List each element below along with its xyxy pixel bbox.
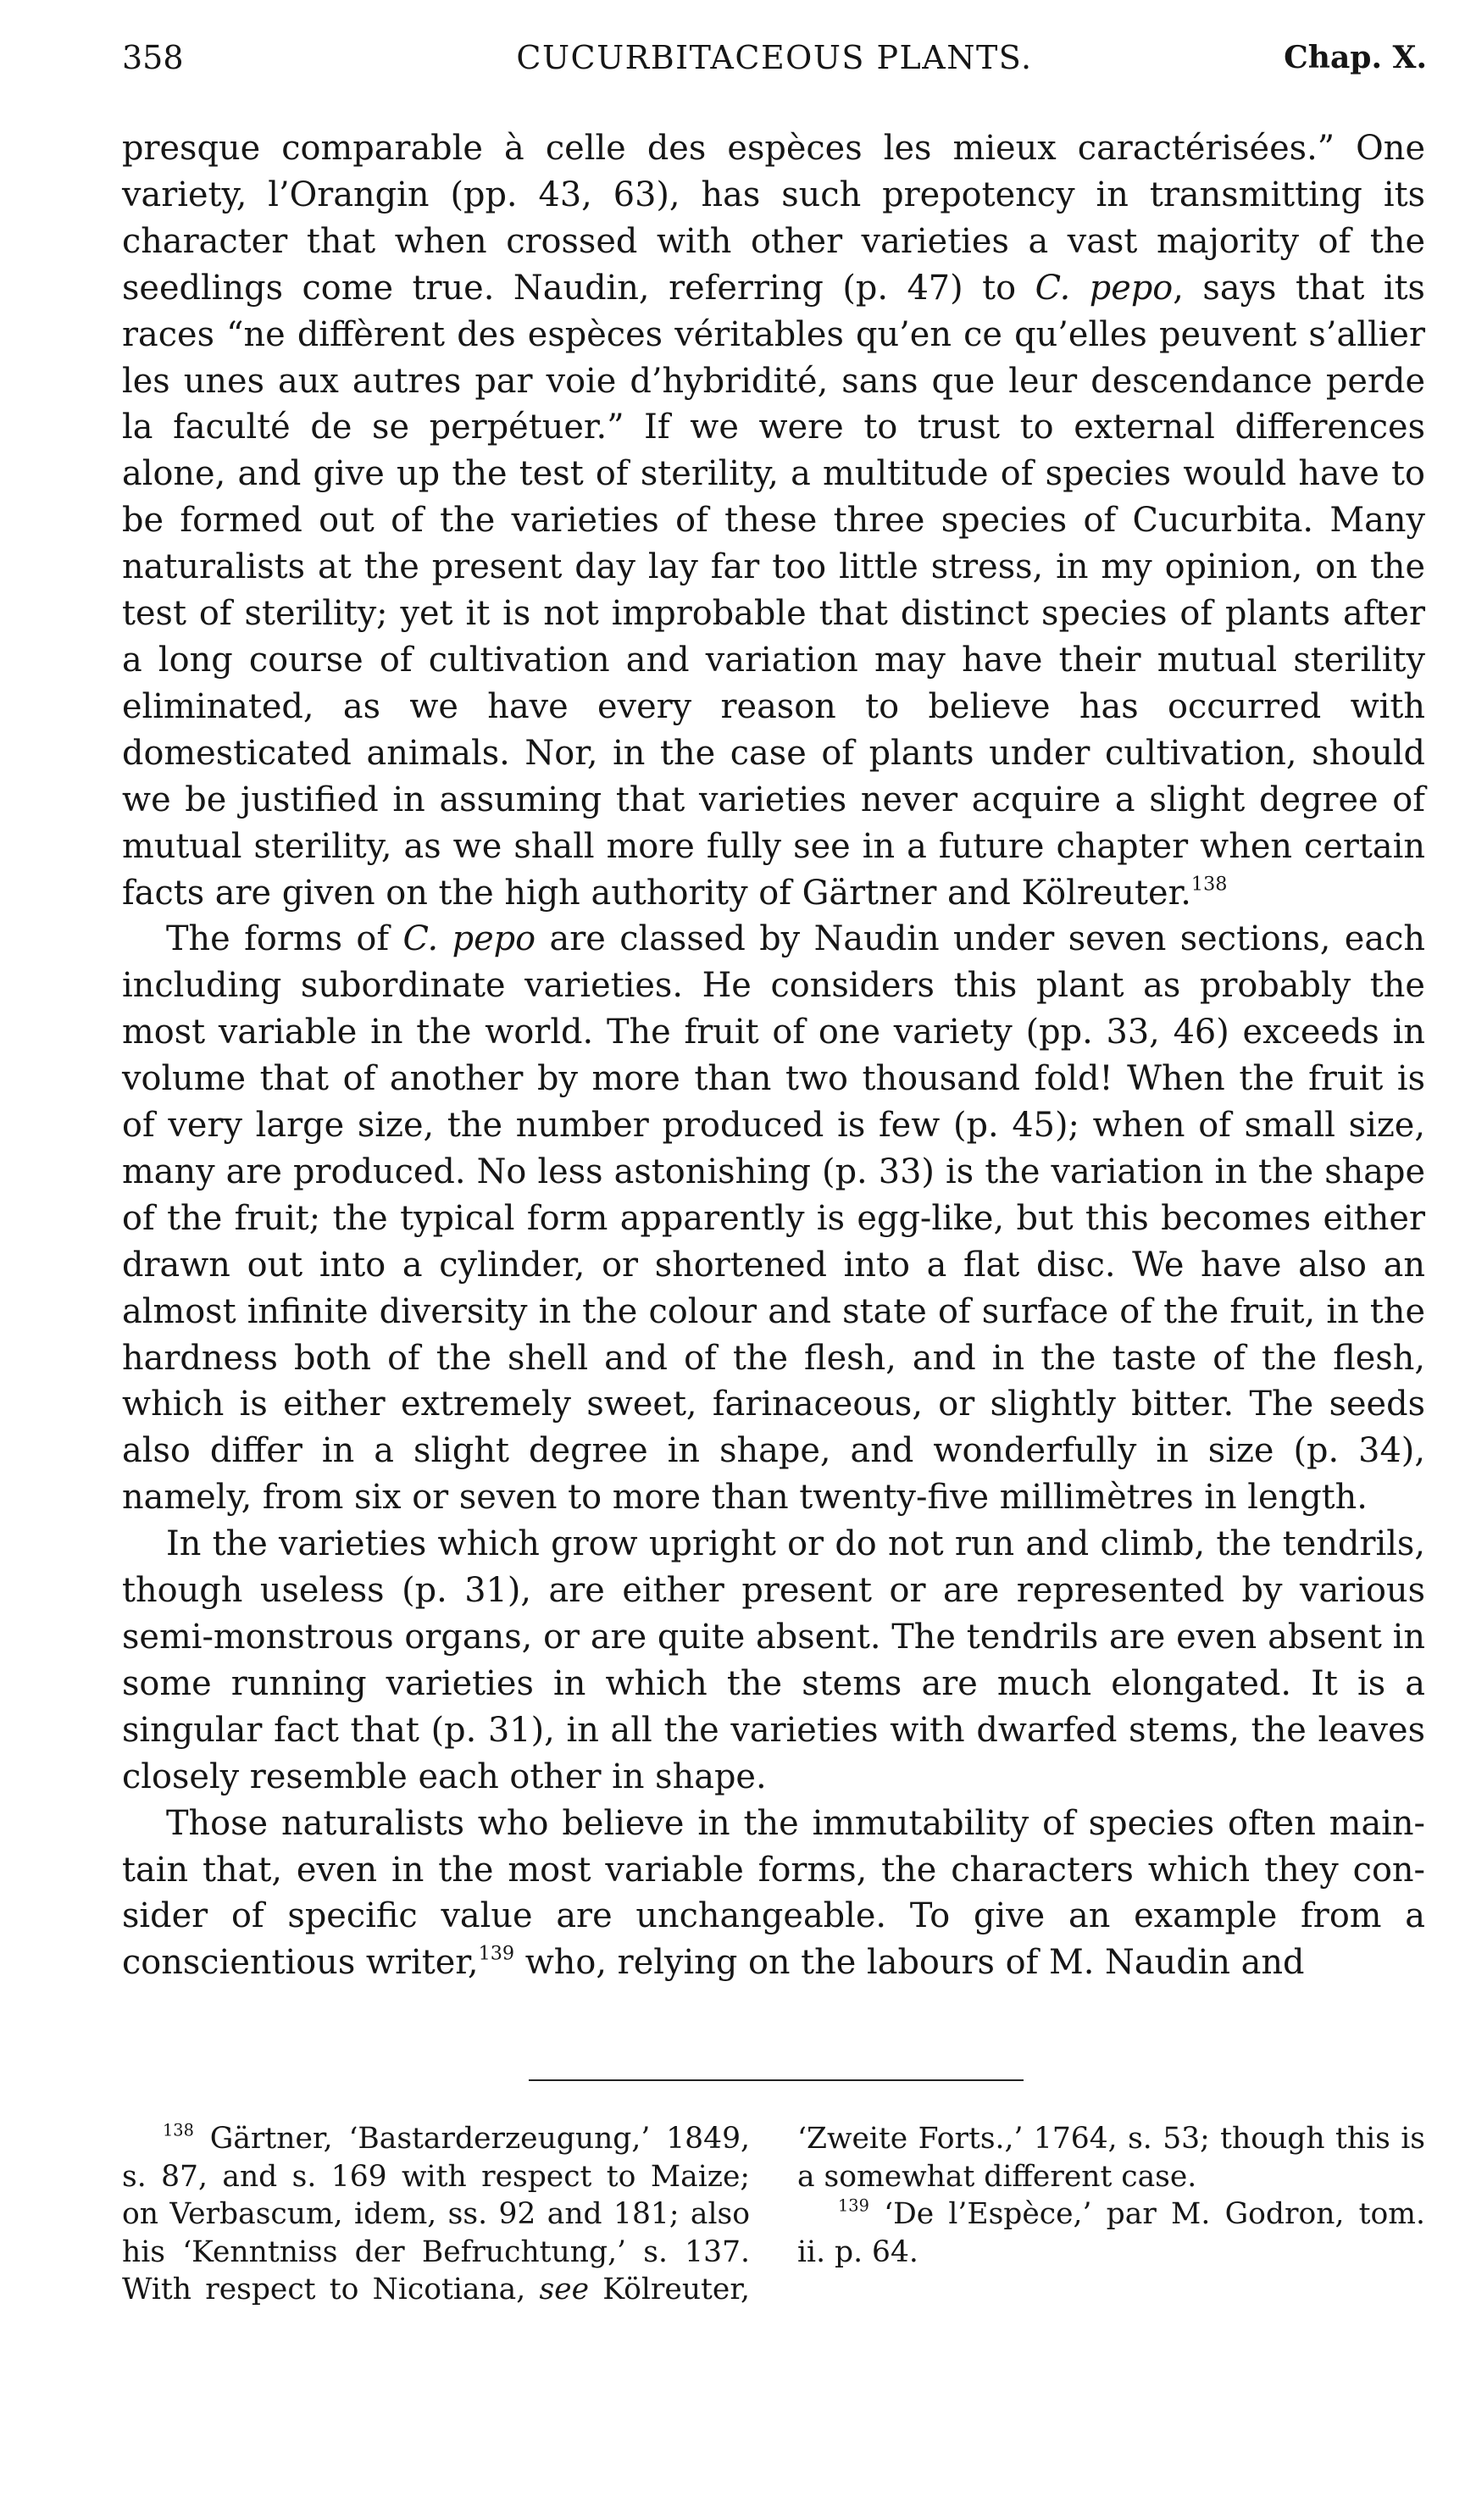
text-run: In the varieties which grow upright or do not run and climb, the tendrils, though useless (p. 31), are either present or are represented by various semi-monstrous organs, or are quite absent. The tendrils are even absent in some running varieties in which the stems are much elongated. It is a singular fact that (p. 31), in all the varieties with dwarfed stems, the leaves closely resemble each other in shape. [122, 1524, 1425, 1796]
footnotes [122, 2120, 1425, 2309]
text-run: are classed by Naudin under seven sections, each including subordinate varieties. He considers this plant as probably the most variable in the world. The fruit of one variety (pp. 33, 46) exceeds in volume that of another by more than two thousand fold! When the fruit is of very large size, the number produced is few (p. 45); when of small size, many are produced. No less astonishing (p. 33) is the variation in the shape of the fruit; the typical form apparently is egg-like, but this becomes either drawn out into a cylinder, or shortened into a flat disc. We have also an almost infinite diversity in the colour and state of surface of the fruit, in the hardness both of the shell and of the flesh, and in the taste of the flesh, which is either extremely sweet, farinaceous, or slightly bitter. The seeds also differ in a slight degree in shape, and wonderfully in size (p. 34), namely, from six or seven to more than twenty-five millimètres in length. [122, 919, 1426, 1518]
paragraph [122, 1521, 1425, 1800]
text-run: Those naturalists who believe in the immutability of species often maintain that, even in the most variable forms, the characters which they consider of specific value are unchangeable. To give an example from a conscientious writer, [122, 1803, 1425, 1983]
text-run: presque comparable à celle des espèces les mieux caractérisées.” One variety, l’Orangin (pp. 43, 63), has such prepotency in transmitting its character that when crossed with other varieties a vast majority of the seedlings come true. Naudin, referring (p. 47) to [122, 129, 1425, 308]
chapter-label: Chap. X. [1284, 40, 1427, 75]
text-run: who, relying on the labours of M. Naudin and [514, 1943, 1305, 1983]
footnote [797, 2195, 1425, 2271]
text-run: ‘De l’Espèce,’ par M. Godron, tom. ii. p. 64. [797, 2197, 1425, 2269]
body-text [122, 125, 1425, 1986]
footnote-reference: 139 [478, 1942, 515, 1965]
paragraph [122, 125, 1425, 916]
running-head [122, 32, 1427, 83]
footnote-reference: 139 [838, 2195, 869, 2216]
running-title: CUCURBITACEOUS PLANTS. [516, 39, 1033, 76]
paragraph [122, 1801, 1425, 1987]
italic-text: C. pepo [402, 919, 536, 959]
italic-text: C. pepo [1035, 268, 1174, 308]
footnote-reference: 138 [163, 2120, 194, 2140]
footnote-divider [529, 2079, 1024, 2081]
text-run: , says that its races “ne diffèrent des espèces véritables qu’en ce qu’elles peuvent s’allier les unes aux autres par voie d’hybridité, sans que leur descendance perde la faculté de se perpétuer.” If we were to trust to external differences alone, and give up the test of sterility, a multitude of species would have to be formed out of the varieties of these three species of Cucurbita. Many naturalists at the present day lay far too little stress, in my opinion, on the test of sterility; yet it is not improbable that distinct species of plants after a long course of cultivation and variation may have their mutual sterility eliminated, as we have every reason to believe has occurred with domesticated animals. Nor, in the case of plants under cultivation, should we be justified in assuming that varieties never acquire a slight degree of mutual sterility, as we shall more fully see in a future chapter when certain facts are given on the high authority of Gärtner and Kölreuter. [122, 268, 1425, 913]
text-run: Kölreuter, ‘Zweite Forts.,’ 1764, s. 53; though this is a somewhat different case. [589, 2122, 1425, 2307]
text-run: The forms of [166, 919, 403, 959]
italic-text: see [539, 2273, 590, 2307]
footnote-reference: 138 [1190, 872, 1228, 895]
text-run: Gärtner, ‘Bastarderzeugung,’ 1849, s. 87, and s. 169 with respect to Maize; on Verbascum, idem, ss. 92 and 181; also his ‘Kenntniss der Befruchtung,’ s. 137. With respect to Nicotiana, [122, 2122, 750, 2307]
paragraph [122, 916, 1425, 1521]
page-number: 358 [122, 39, 184, 76]
